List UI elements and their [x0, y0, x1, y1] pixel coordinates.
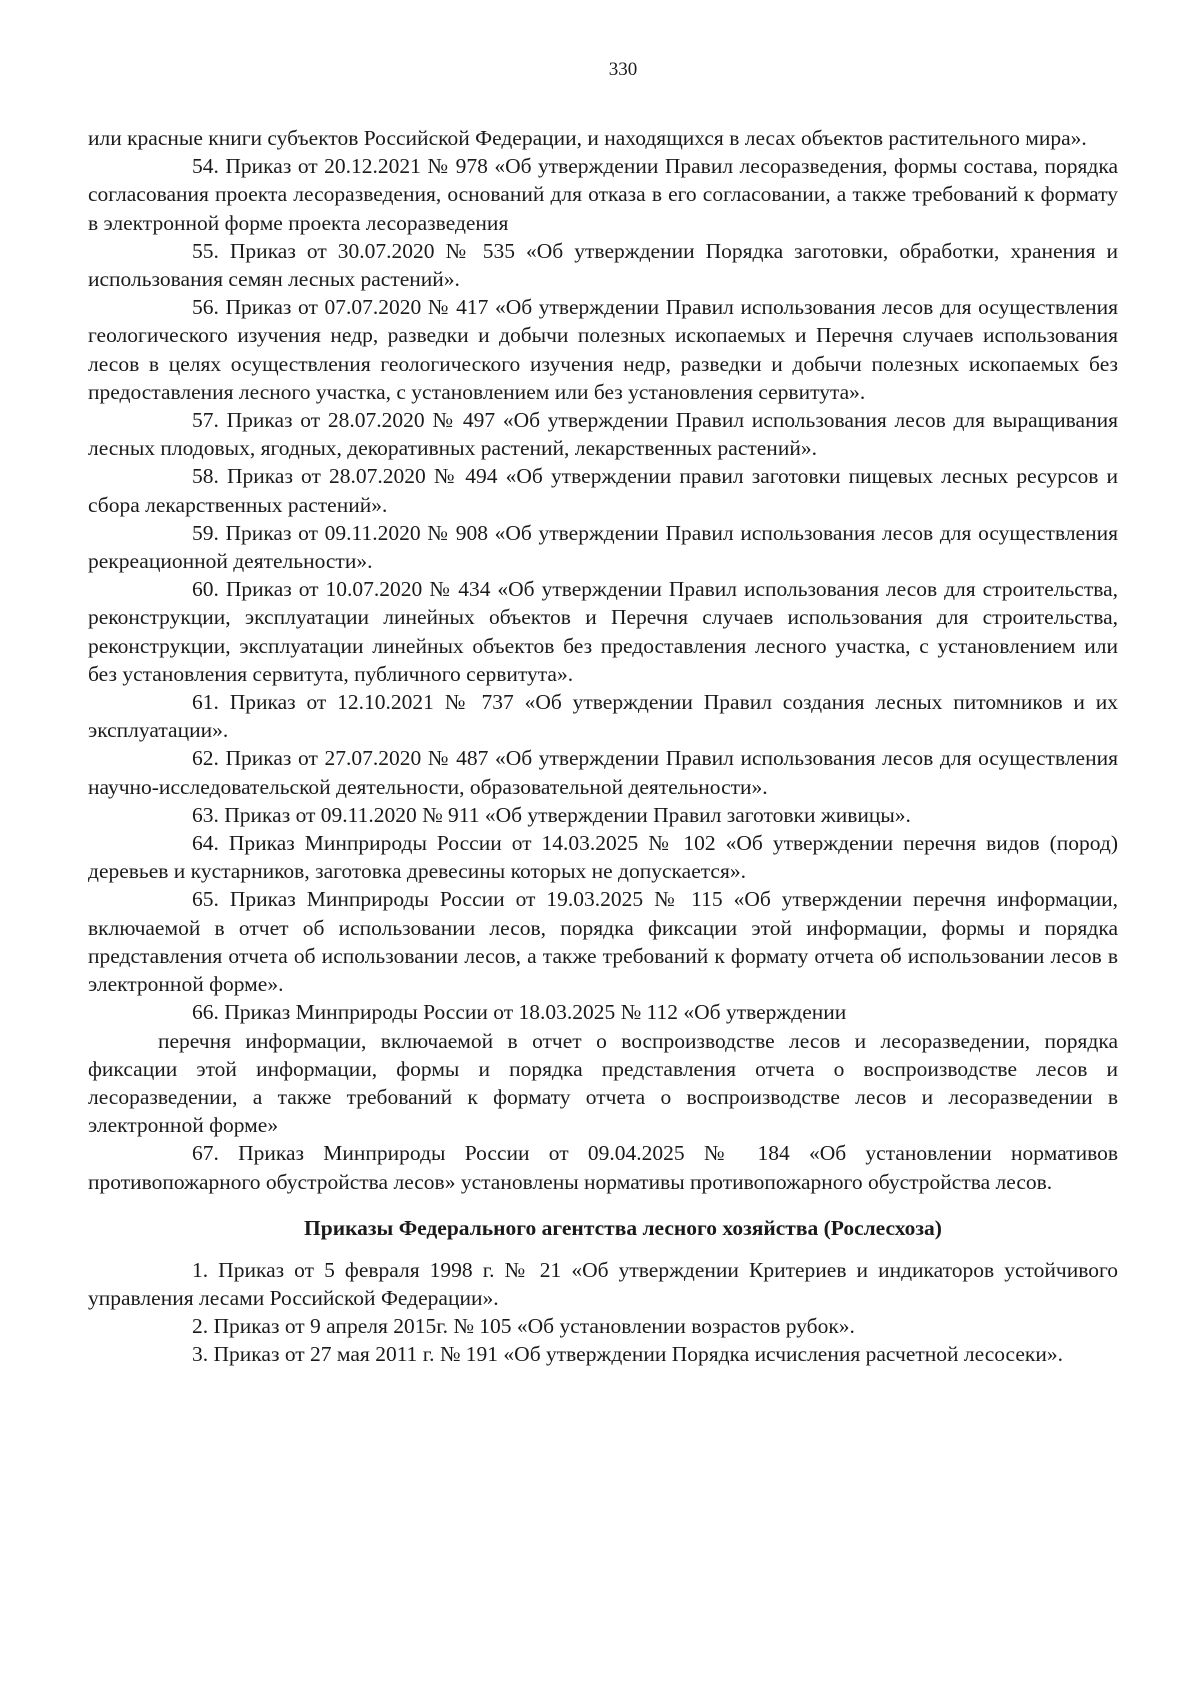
paragraph-66-rest: перечня информации, включаемой в отчет о воспроизводстве лесов и лесоразведении, порядка фиксации этой информации, формы и порядка представления отчета о воспроизводстве лесов и лесоразведении, а также требований к формату отчета о воспроизводстве лесов и лесоразведении в электронной форме» — [88, 1028, 1118, 1138]
paragraph-54: 54. Приказ от 20.12.2021 № 978 «Об утверждении Правил лесоразведения, формы состава, порядка согласования проекта лесоразведения, оснований для отказа в его согласовании, а также требований к формату в электронной форме проекта лесоразведения — [88, 154, 1118, 235]
paragraph-67: 67. Приказ Минприроды России от 09.04.2025 № 184 «Об установлении нормативов противопожарного обустройства лесов» установлены нормативы противопожарного обустройства лесов. — [88, 1141, 1118, 1194]
paragraph-63: 63. Приказ от 09.11.2020 № 911 «Об утверждении Правил заготовки живицы». — [192, 802, 911, 827]
paragraph-59: 59. Приказ от 09.11.2020 № 908 «Об утверждении Правил использования лесов для осуществления рекреационной деятельности». — [88, 520, 1118, 574]
paragraph-65: 65. Приказ Минприроды России от 19.03.2025 № 115 «Об утверждении перечня информации, включаемой в отчет об использовании лесов, порядка фиксации этой информации, формы и порядка представления отчета об использовании лесов, а также требований к формату отчета об использовании лесов в электронной форме». — [88, 887, 1118, 997]
paragraph-64: 64. Приказ Минприроды России от 14.03.2025 № 102 «Об утверждении перечня видов (пород) деревьев и кустарников, заготовка древесины которых не допускается». — [88, 831, 1118, 884]
paragraph-57: 57. Приказ от 28.07.2020 № 497 «Об утверждении Правил использования лесов для выращивания лесных плодовых, ягодных, декоративных растений, лекарственных растений». — [88, 408, 1118, 461]
paragraph-58: 58. Приказ от 28.07.2020 № 494 «Об утверждении правил заготовки пищевых лесных ресурсов и сбора лекарственных растений». — [88, 464, 1118, 517]
section-paragraph-2: 2. Приказ от 9 апреля 2015г. № 105 «Об установлении возрастов рубок». — [192, 1314, 855, 1339]
paragraph-66-first-line: 66. Приказ Минприроды России от 18.03.2025 № 112 «Об утверждении — [192, 1000, 847, 1025]
paragraph-61: 61. Приказ от 12.10.2021 № 737 «Об утверждении Правил создания лесных питомников и их эксплуатации». — [88, 690, 1118, 743]
paragraph-continuation: или красные книги субъектов Российской Федерации, и находящихся в лесах объектов растительного мира». — [88, 126, 1087, 150]
paragraph-55: 55. Приказ от 30.07.2020 № 535 «Об утверждении Порядка заготовки, обработки, хранения и использования семян лесных растений». — [88, 238, 1118, 292]
document-body — [88, 124, 1118, 1369]
page-number: 330 — [608, 59, 638, 80]
section-paragraph-1: 1. Приказ от 5 февраля 1998 г. № 21 «Об утверждении Критериев и индикаторов устойчивого управления лесами Российской Федерации». — [88, 1257, 1118, 1310]
paragraph-62: 62. Приказ от 27.07.2020 № 487 «Об утверждении Правил использования лесов для осуществления научно-исследовательской деятельности, образовательной деятельности». — [88, 746, 1118, 799]
section-paragraph-3: 3. Приказ от 27 мая 2011 г. № 191 «Об утверждении Порядка исчисления расчетной лесосеки». — [192, 1342, 1063, 1367]
paragraph-60: 60. Приказ от 10.07.2020 № 434 «Об утверждении Правил использования лесов для строительства, реконструкции, эксплуатации линейных объектов и Перечня случаев использования для строительства, реконструкции, эксплуатации линейных объектов без предоставления лесного участка, с установлением или без установления сервитута, публичного сервитута». — [88, 577, 1118, 686]
document-page — [88, 0, 1118, 1369]
paragraph-56: 56. Приказ от 07.07.2020 № 417 «Об утверждении Правил использования лесов для осуществления геологического изучения недр, разведки и добычи полезных ископаемых и Перечня случаев использования лесов в целях осуществления геологического изучения недр, разведки и добычи полезных ископаемых без предоставления лесного участка, с установлением или без установления сервитута». — [88, 295, 1118, 404]
section-heading: Приказы Федерального агентства лесного хозяйства (Рослесхоза) — [304, 1215, 942, 1240]
